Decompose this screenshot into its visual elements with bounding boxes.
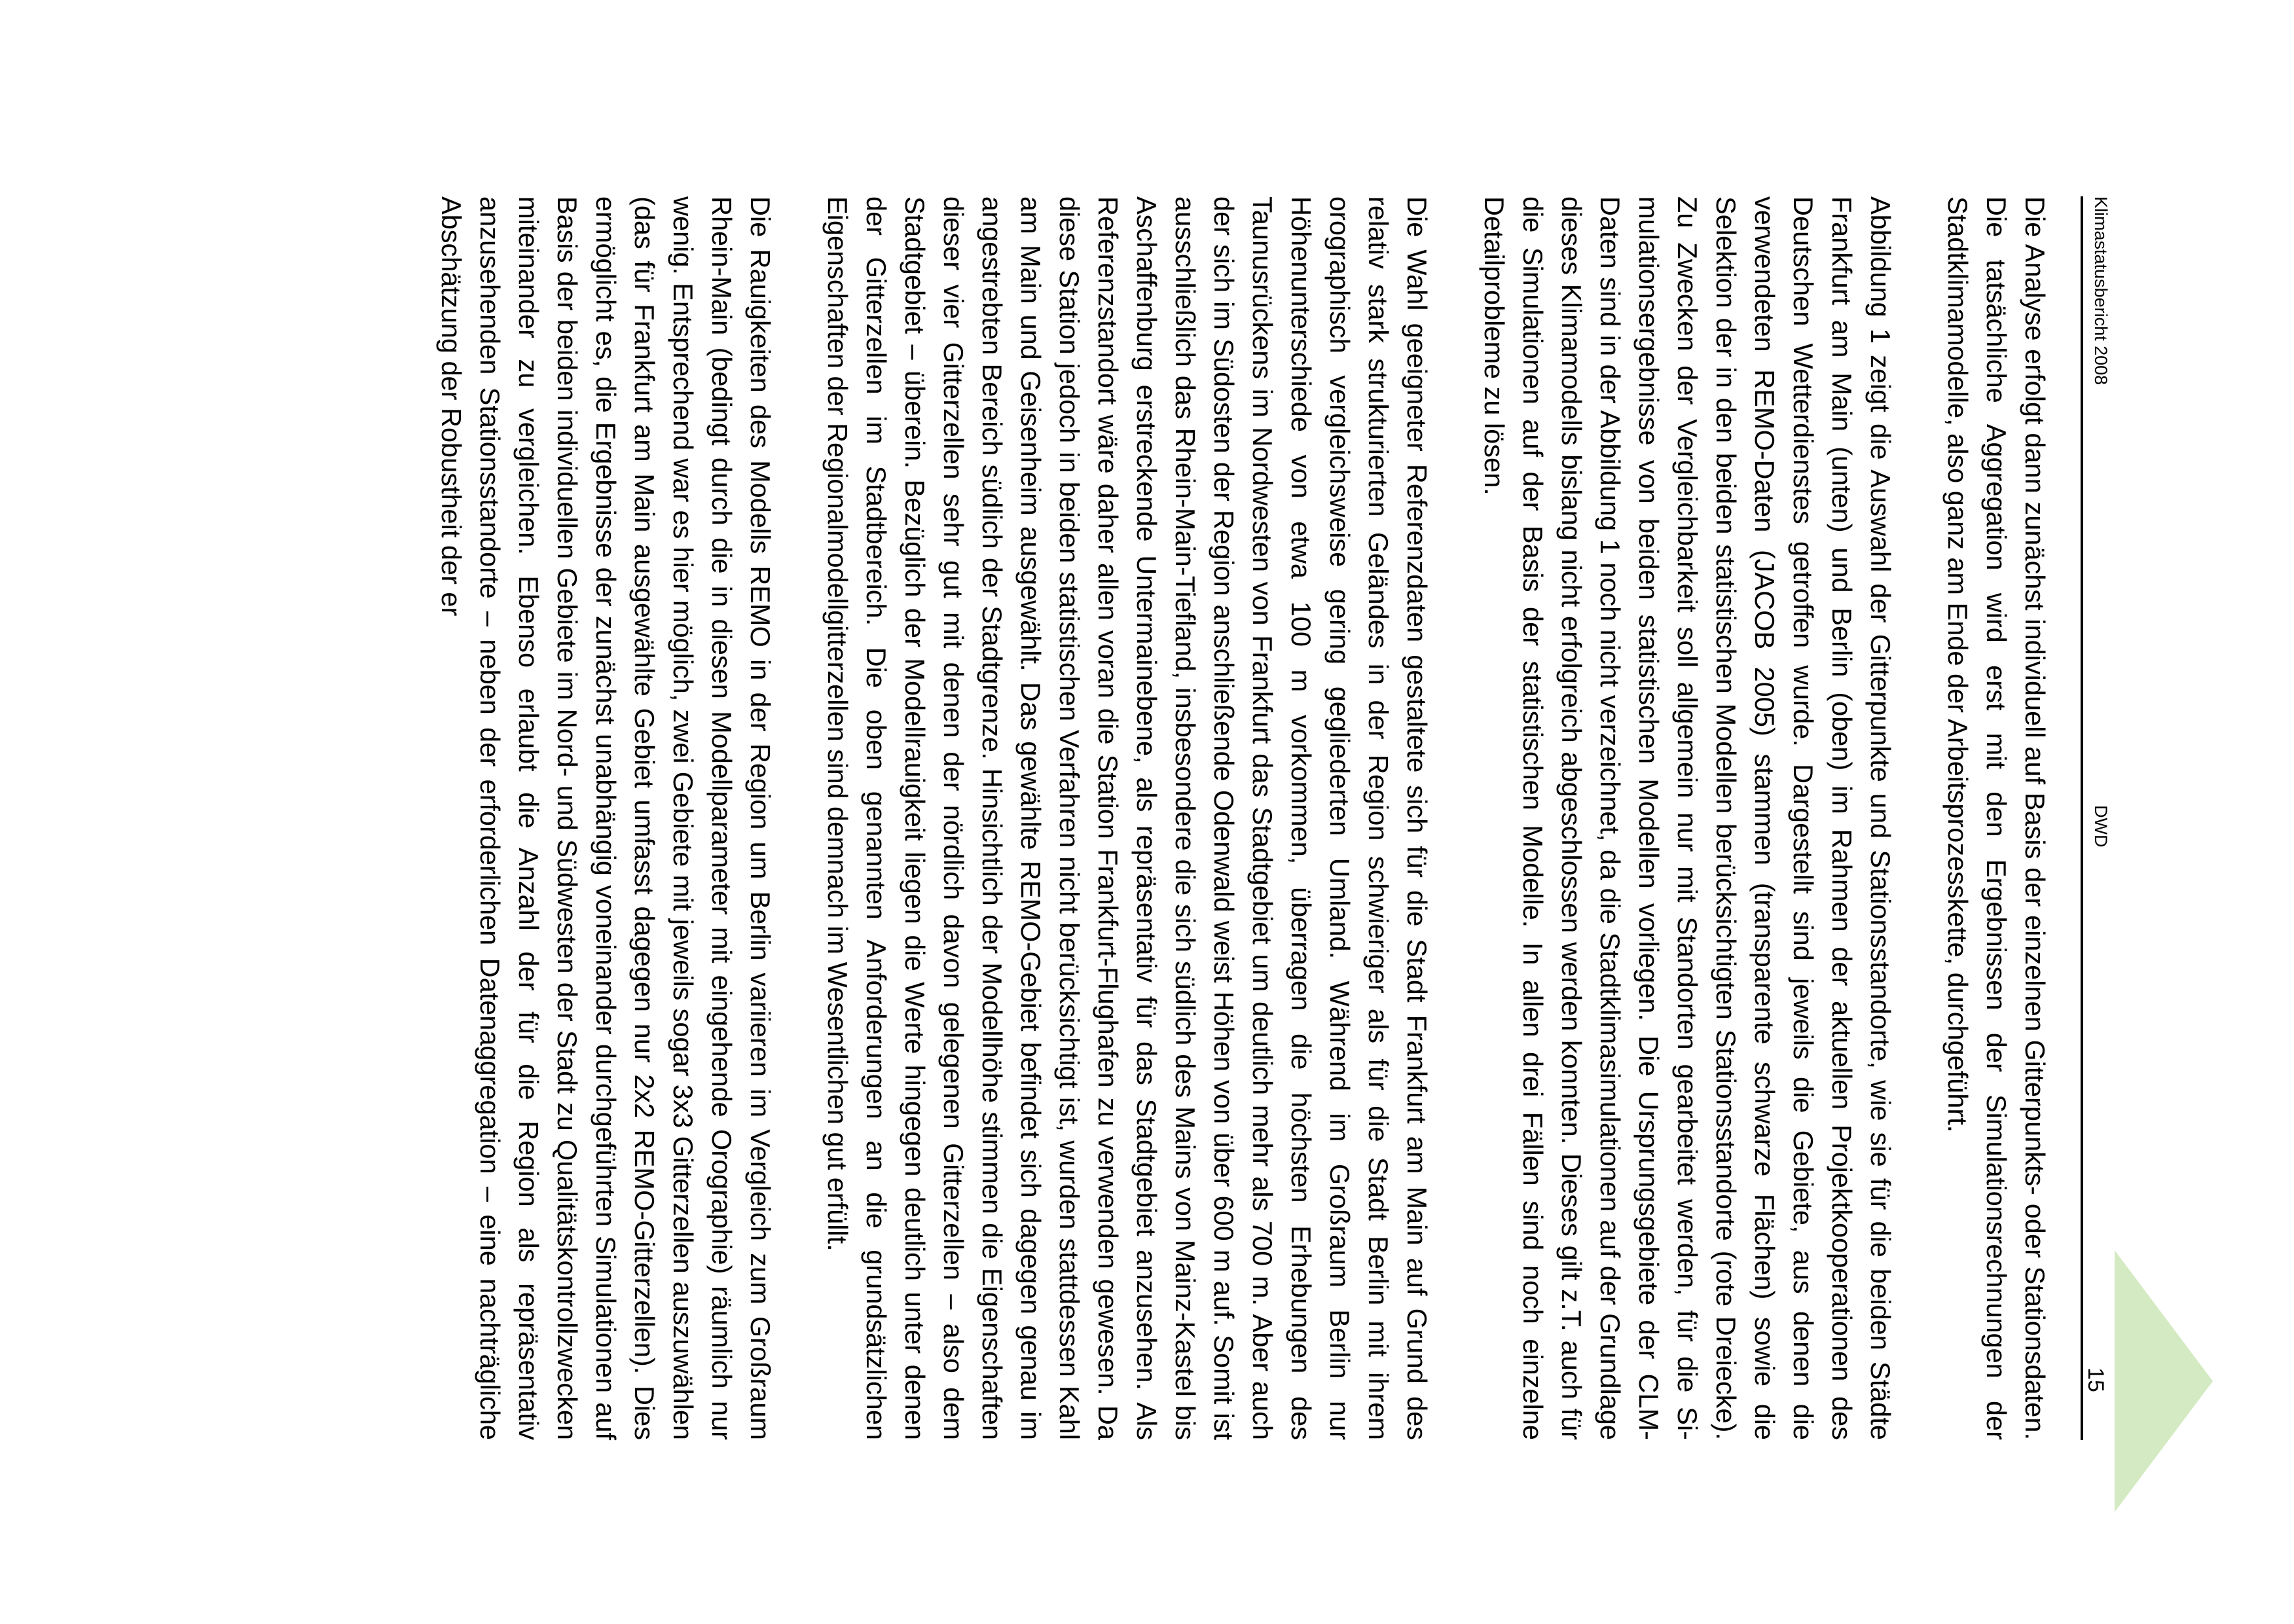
rotated-page-content (157, 196, 2115, 1440)
body-text (393, 196, 2054, 1440)
paragraph-4: Die Rauigkeiten des Modells REMO in der Region um Berlin variieren im Vergleich zum Großraum Rhein-Main (bedingt durch die in diesen Modellparameter mit eingehende Orographie) räumlich nur wenig. Entsprechend war es hier möglich, zwei Gebiete mit jeweils sogar 3x3 Gitterzellen auszuwählen (das für Frankfurt am Main ausgewählte Gebiet umfasst dagegen nur 2x2 REMO-Gitterzellen). Dies ermöglicht es, die Ergebnisse der zunächst unabhängig voneinander durchgeführten Simulationen auf Basis der beiden individuellen Gebiete im Nord- und Südwesten der Stadt zu Qualitätskontrollzwecken miteinander zu vergleichen. Ebenso erlaubt die Anzahl der für die Region als repräsentativ anzusehenden Stationsstandorte – neben der erforderlichen Datenaggregation – eine nachträgliche Abschätzung der Robustheit der er (436, 196, 776, 1440)
paragraph-2: Abbildung 1 zeigt die Auswahl der Gitterpunkte und Stationsstandorte, wie sie für die beiden Städte Frankfurt am Main (unten) und Berlin (oben) im Rahmen der aktuellen Projektkooperationen des Deutschen Wetterdienstes getroffen wurde. Dargestellt sind jeweils die Gebiete, aus denen die verwendeten REMO-Daten (JACOB 2005) stammen (transparente schwarze Flächen) sowie die Selektion der in den beiden statistischen Modellen berücksichtigten Stationsstandorte (rote Dreiecke). Zu Zwecken der Vergleichbarkeit soll allgemein nur mit Standorten gearbeitet werden, für die Simulationsergebnisse von beiden statistischen Modellen vorliegen. Die Ursprungsgebiete der CLM-Daten sind in der Abbildung 1 noch nicht verzeichnet, da die Stadtklimasimulationen auf der Grundlage dieses Klimamodells bislang nicht erfolgreich abgeschlossen werden konnten. Dieses gilt z.T. auch für die Simulationen auf der Basis der statistischen Modelle. In allen drei Fällen sind noch einzelne Detailprobleme zu lösen. (1479, 196, 1896, 1440)
running-header (2082, 196, 2115, 1440)
publisher-name: DWD (2091, 805, 2111, 848)
report-title: Klimastatusbericht 2008 (2091, 196, 2111, 386)
page-number: 15 (2083, 1367, 2108, 1392)
header-rule (2081, 196, 2083, 1440)
paragraph-1: Die Analyse erfolgt dann zunächst individuell auf Basis der einzelnen Gitterpunkts- oder Stationsdaten. Die tatsächliche Aggregation wird erst mit den Ergebnissen der Simulationsrechnungen der Stadtklimamodelle, also ganz am Ende der Arbeitsprozesskette, durchgeführt. (1942, 196, 2050, 1440)
page-number-badge (2115, 1250, 2213, 1512)
paragraph-3: Die Wahl geeigneter Referenzdaten gestaltete sich für die Stadt Frankfurt am Main auf Grund des relativ stark strukturierten Geländes in der Region schwieriger als für die Stadt Berlin mit ihrem orographisch vergleichsweise gering gegliederten Umland. Während im Großraum Berlin nur Höhenunterschiede von etwa 100 m vorkommen, überragen die höchsten Erhebungen des Taunusrückens im Nordwesten von Frankfurt das Stadtgebiet um deutlich mehr als 700 m. Aber auch der sich im Südosten der Region anschließende Odenwald weist Höhen von über 600 m auf. Somit ist ausschließlich das Rhein-Main-Tiefland, insbesondere die sich südlich des Mains von Mainz-Kastel bis Aschaffenburg erstreckende Untermainebene, als repräsentativ für das Stadtgebiet anzusehen. Als Referenzstandort wäre daher allen voran die Station Frankfurt-Flughafen zu verwenden gewesen. Da diese Station jedoch in beiden statistischen Verfahren nicht berücksichtigt ist, wurden stattdessen Kahl am Main und Geisenheim ausgewählt. Das gewählte REMO-Gebiet befindet sich dagegen genau im angestrebten Bereich südlich der Stadtgrenze. Hinsichtlich der Modellhöhe stimmen die Eigenschaften dieser vier Gitterzellen sehr gut mit denen der nördlich davon gelegenen Gitterzellen – also dem Stadtgebiet – überein. Bezüglich der Modellrauigkeit liegen die Werte hingegen deutlich unter denen der Gitterzellen im Stadtbereich. Die oben genannten Anforderungen an die grundsätzlichen Eigenschaften der Regionalmodellgitterzellen sind demnach im Wesentlichen gut erfüllt. (822, 196, 1432, 1440)
